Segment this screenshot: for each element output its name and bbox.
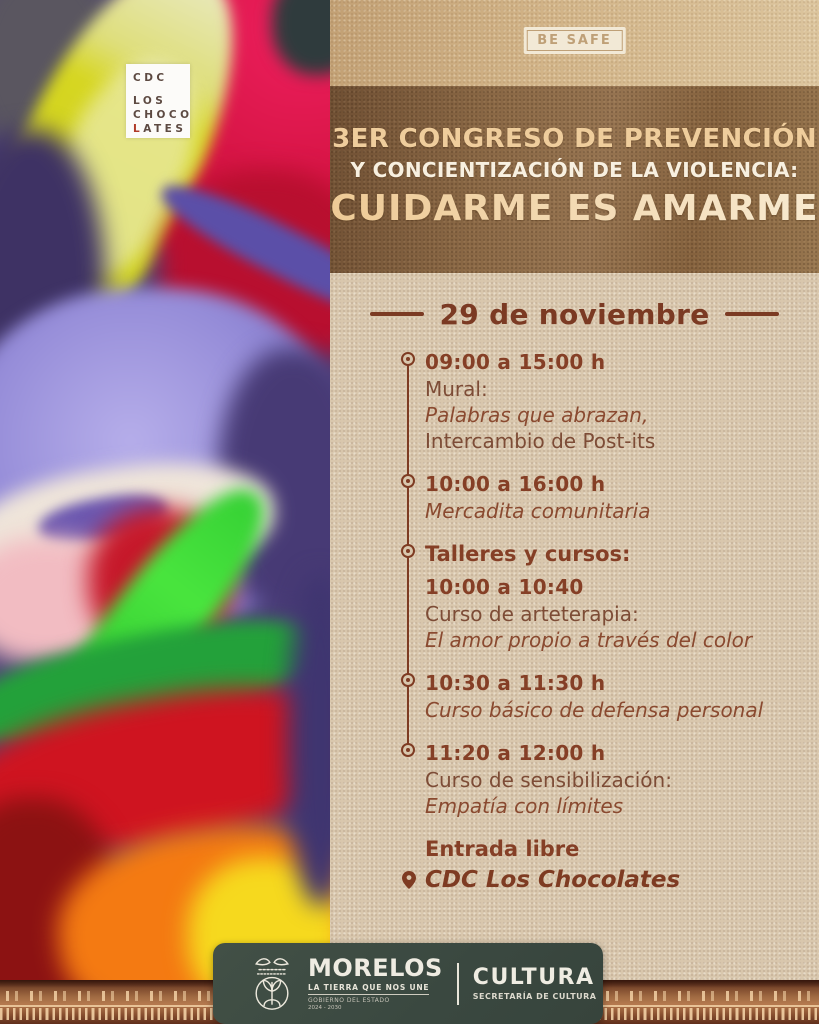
schedule-item [401,740,819,819]
venue-row [425,865,819,895]
morelos-wordmark [308,956,443,1011]
morelos-brand: MORELOS [308,954,443,982]
cultura-brand: CULTURA [472,964,595,990]
title-line-2: Y CONCIENTIZACIÓN DE LA VIOLENCIA: [350,158,799,182]
location-pin-icon [402,871,416,889]
logo-letters: ATES [143,123,187,135]
schedule-detail: Mural: [425,377,488,401]
logo-accent-letter: L [133,123,144,135]
cultura-wordmark [472,964,597,1001]
entry-info [425,836,819,895]
schedule-item [401,471,819,524]
schedule-detail: Mercadita comunitaria [425,499,651,523]
schedule-detail: Curso básico de defensa personal [425,698,764,722]
timeline-dot-icon [401,352,415,366]
badge-label: BE SAFE [526,30,623,51]
schedule-detail: Palabras que abrazan, [425,403,649,427]
schedule-item [401,670,819,723]
schedule-detail: Empatía con límites [425,794,624,818]
morelos-years: 2024 - 2030 [308,1005,342,1011]
date-text: 29 de noviembre [439,297,710,331]
cultura-subtitle: SECRETARÍA DE CULTURA [472,991,597,1001]
timeline-dot-icon [401,743,415,757]
schedule-time: 10:00 a 16:00 h [425,472,606,496]
morelos-tagline: LA TIERRA QUE NOS UNE [308,983,429,995]
timeline-dot-icon [401,544,415,558]
schedule-detail: Curso de sensibilización: [425,768,672,792]
logo-line: CHOCO [133,109,193,121]
logo-gap [133,85,190,94]
timeline-dot-icon [401,474,415,488]
logo-line [133,122,190,136]
cdc-los-chocolates-logo [126,64,193,138]
venue-name: CDC Los Chocolates [425,867,681,893]
schedule-item [401,541,819,653]
schedule-item [401,349,819,454]
crochet-photo [0,0,330,1024]
date-heading [330,297,819,331]
schedule-timeline [401,349,819,819]
top-band [330,0,819,86]
date-dash [725,312,779,316]
morelos-seal-icon [249,955,295,1013]
title-line-3: CUIDARME ES AMARME [330,188,819,229]
be-safe-badge [523,27,626,54]
timeline-dot-icon [401,673,415,687]
schedule-time: 11:20 a 12:00 h [425,741,606,765]
schedule-category: Talleres y cursos: [425,542,631,566]
schedule-section [330,273,819,980]
schedule-time: 09:00 a 15:00 h [425,350,606,374]
schedule-time: 10:30 a 11:30 h [425,671,606,695]
schedule-detail: El amor propio a través del color [425,628,753,652]
schedule-detail: Intercambio de Post-its [425,429,656,453]
schedule-detail: Curso de arteterapia: [425,602,639,626]
government-footer [213,943,603,1024]
morelos-government: GOBIERNO DEL ESTADO [308,997,390,1004]
logo-line: CDC [133,72,168,84]
free-entry-label: Entrada libre [425,837,580,861]
schedule-time: 10:00 a 10:40 [425,575,584,599]
title-panel [330,86,819,273]
title-line-1: 3ER CONGRESO DE PREVENCIÓN [332,124,817,154]
logo-line: LOS [133,95,167,107]
date-dash [370,312,424,316]
footer-divider [457,963,459,1005]
